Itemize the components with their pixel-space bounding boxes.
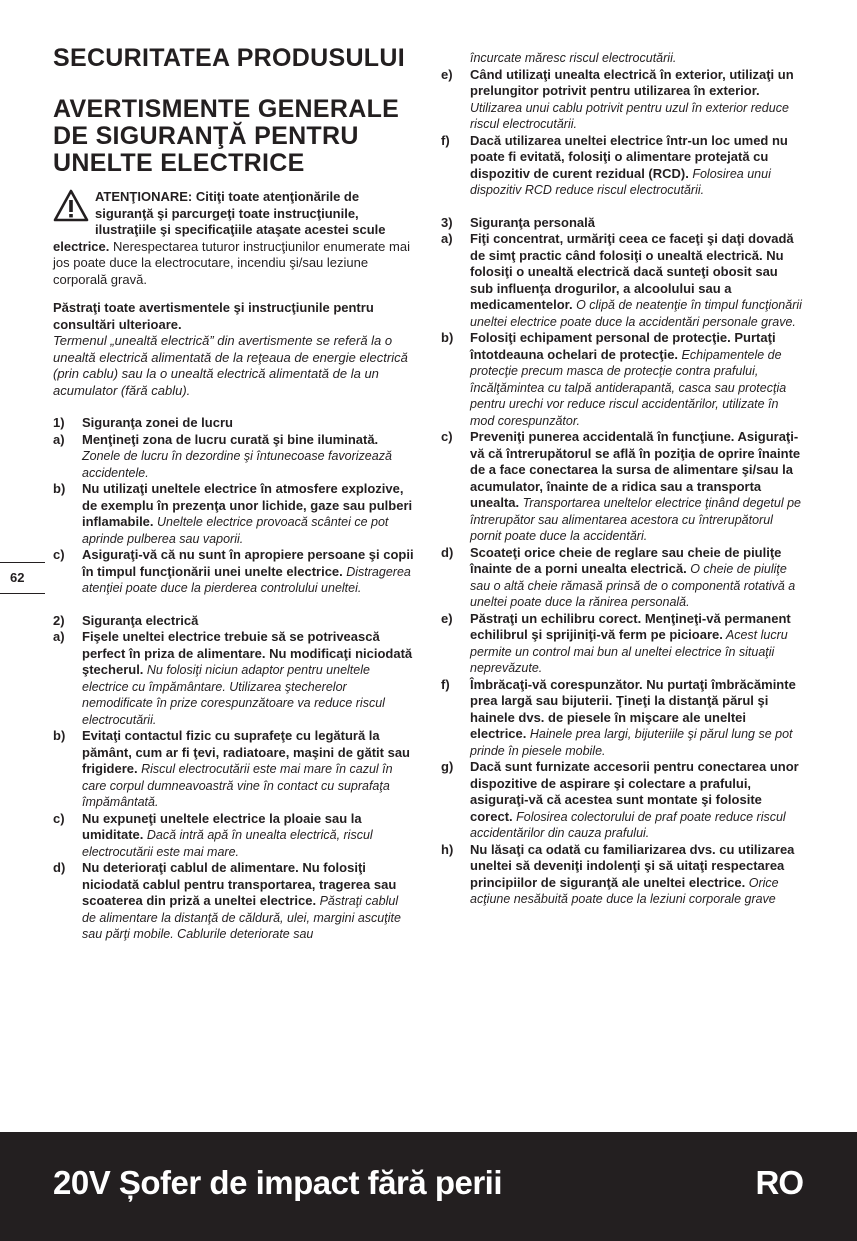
right-column (441, 50, 803, 908)
warning-block (53, 189, 415, 288)
section-work-area (53, 415, 415, 597)
list-item: g) Dacă sunt furnizate accesorii pentru conectarea unor dispozitive de aspirare şi colectare a prafului, asiguraţi-vă că acestea sunt montate şi folosite corect. Folosirea colectorului de praf poate reduce riscul accidentărilor din cauza prafului. (441, 759, 799, 840)
footer-product-title: 20V Șofer de impact fără perii (53, 1164, 503, 1201)
section-heading: 3) Siguranţa personală (441, 214, 595, 230)
footer-bar (0, 1132, 857, 1241)
section-electrical-safety (53, 613, 415, 943)
list-item: d) Nu deterioraţi cablul de alimentare. Nu folosiţi niciodată cablul pentru transportarea, tragerea sau scoaterea din priză a uneltei electrice. Păstraţi cablul de alimentare la distanţă de căldură, ulei, margini ascuţite sau părţi mobile. Cablurile deteriorate sau (53, 860, 401, 941)
section-heading: 2) Siguranţa electrică (53, 612, 199, 628)
section-personal-safety (441, 215, 803, 908)
heading-general-warnings: AVERTISMENTE GENERALE DE SIGURANŢĂ PENTRU UNELTE ELECTRICE (53, 95, 400, 177)
footer-language-code: RO (755, 1164, 803, 1201)
list-item: b) Folosiţi echipament personal de protecţie. Purtaţi întotdeauna ochelari de protecţie. Echipamentele de protecţie precum masca de protecţie contra prafului, încălţămintea cu talpă antiderapantă, casca sau protecţia pentru urechi vor reduce riscul accidentărilor, utilizate în mod corespunzător. (441, 330, 787, 428)
list-item: c) Asiguraţi-vă că nu sunt în apropiere persoane şi copii în timpul funcţionării unei unelte electrice. Distragerea atenţiei poate duce la pierderea controlului uneltei. (53, 547, 414, 595)
keep-instructions-italic: Termenul „unealtă electrică” din avertismente se referă la o unealtă electrică alimentată de la reţeaua de energie electrică (prin cablu) sau la o unealtă electrică alimentată de la un acumulator (fără cablu). (53, 333, 408, 398)
list-item: e) Păstraţi un echilibru corect. Menţineţi-vă permanent echilibrul şi sprijiniţi-vă ferm pe picioare. Acest lucru permite un control mai bun al uneltei electrice în situaţii neprevăzute. (441, 610, 791, 675)
left-column (53, 44, 415, 943)
list-item: e) Când utilizaţi unealta electrică în exterior, utilizaţi un prelungitor potrivit pentru utilizarea în exterior. Utilizarea unui cablu potrivit pentru uzul în exterior reduce riscul electrocutării. (441, 66, 794, 131)
list-item: a) Fiţi concentrat, urmăriţi ceea ce faceţi şi daţi dovadă de simţ practic când folosiţi o unealtă electrică. Nu folosiţi o unealtă electrică dacă sunteţi obosit sau sub influenţa drogurilor, a alcoolului sau a medicamentelor. O clipă de neatenţie în timpul funcţionării uneltei electrice poate duce la accidentări personale grave. (441, 231, 802, 329)
list-item: b) Nu utilizaţi uneltele electrice în atmosfere explozive, de exemplu în prezenţa unor lichide, gaze sau pulberi inflamabile. Uneltele electrice provoacă scântei ce pot aprinde pulberea sau vaporii. (53, 481, 413, 546)
keep-instructions-block (53, 300, 415, 399)
warning-normal-text: Nerespectarea tuturor instrucţiunilor enumerate mai jos poate duce la electrocutare, incendiu şi/sau leziune corporală gravă. (53, 238, 410, 287)
list-item: f) Dacă utilizarea uneltei electrice într-un loc umed nu poate fi evitată, folosiţi o alimentare protejată cu dispozitiv de curent rezidual (RCD). Folosirea unui dispozitiv RCD reduce riscul electrocutării. (441, 132, 788, 197)
list-item: h) Nu lăsaţi ca odată cu familiarizarea dvs. cu utilizarea uneltei să deveniţi indolenţi şi să uitaţi respectarea principiilor de siguranţă ale uneltei electrice. Orice acţiune nesăbuită poate duce la leziuni corporale grave (441, 841, 795, 906)
list-item: c) Nu expuneţi uneltele electrice la ploaie sau la umiditate. Dacă intră apă în unealta electrică, riscul electrocutării este mai mare. (53, 810, 373, 859)
page-number: 62 (10, 570, 25, 585)
continued-text: încurcate măresc riscul electrocutării. (470, 51, 677, 65)
warning-triangle-icon (53, 189, 89, 223)
keep-instructions-bold: Păstraţi toate avertismentele şi instrucţiunile pentru consultări ulterioare. (53, 300, 374, 332)
page-number-box (0, 562, 45, 594)
list-item: b) Evitaţi contactul fizic cu suprafeţe cu legătură la pământ, cum ar fi ţevi, radiatoare, maşini de gătit sau frigidere. Riscul electrocutării este mai mare în cazul în care corpul dumneavoastră vine în contact cu suprafaţa împământată. (53, 728, 410, 809)
list-item: c) Preveniţi punerea accidentală în funcţiune. Asiguraţi-vă că întrerupătorul se află în poziţia de oprire înainte de a face conectarea la sursa de alimentare şi/sau la acumulator, înainte de a ridica sau a transporta unealta. Transportarea uneltelor electrice ţinând degetul pe întrerupător sau alimentarea acestora cu întrerupătorul pornit poate duce la accidentări. (441, 429, 802, 543)
list-item: d) Scoateţi orice cheie de reglare sau cheie de piuliţe înainte de a porni unealta electrică. O cheie de piuliţe sau o altă cheie rămasă prinsă de o componentă rotativă a uneltei poate duce la rănirea personală. (441, 544, 796, 609)
warning-bold-text: ATENŢIONARE: Citiţi toate atenţionările de siguranţă şi parcurgeţi toate instrucţiunile, ilustraţiile şi specificaţiile ataşate acestei scule electrice. (53, 189, 386, 254)
section-heading: 1) Siguranţa zonei de lucru (53, 415, 233, 430)
list-item: a) Fişele uneltei electrice trebuie să se potrivească perfect în priza de alimentare. Nu modificaţi niciodată ştecherul. Nu folosiţi niciun adaptor pentru uneltele electrice cu împământare. Utilizarea ştecherelor nemodificate în prize corespunzătoare va reduce riscul electrocutării. (53, 629, 413, 727)
list-item: a) Menţineţi zona de lucru curată şi bine iluminată. Zonele de lucru în dezordine şi întunecoase favorizează accidentele. (53, 431, 392, 480)
heading-security: SECURITATEA PRODUSULUI (53, 44, 405, 72)
list-item: f) Îmbrăcaţi-vă corespunzător. Nu purtaţi îmbrăcăminte prea largă sau bijuterii. Ţineţi la distanţă părul şi hainele dvs. de piesele în mişcare ale uneltei electrice. Hainele prea largi, bijuteriile şi părul lung se pot prinde în piesele mobile. (441, 676, 796, 758)
